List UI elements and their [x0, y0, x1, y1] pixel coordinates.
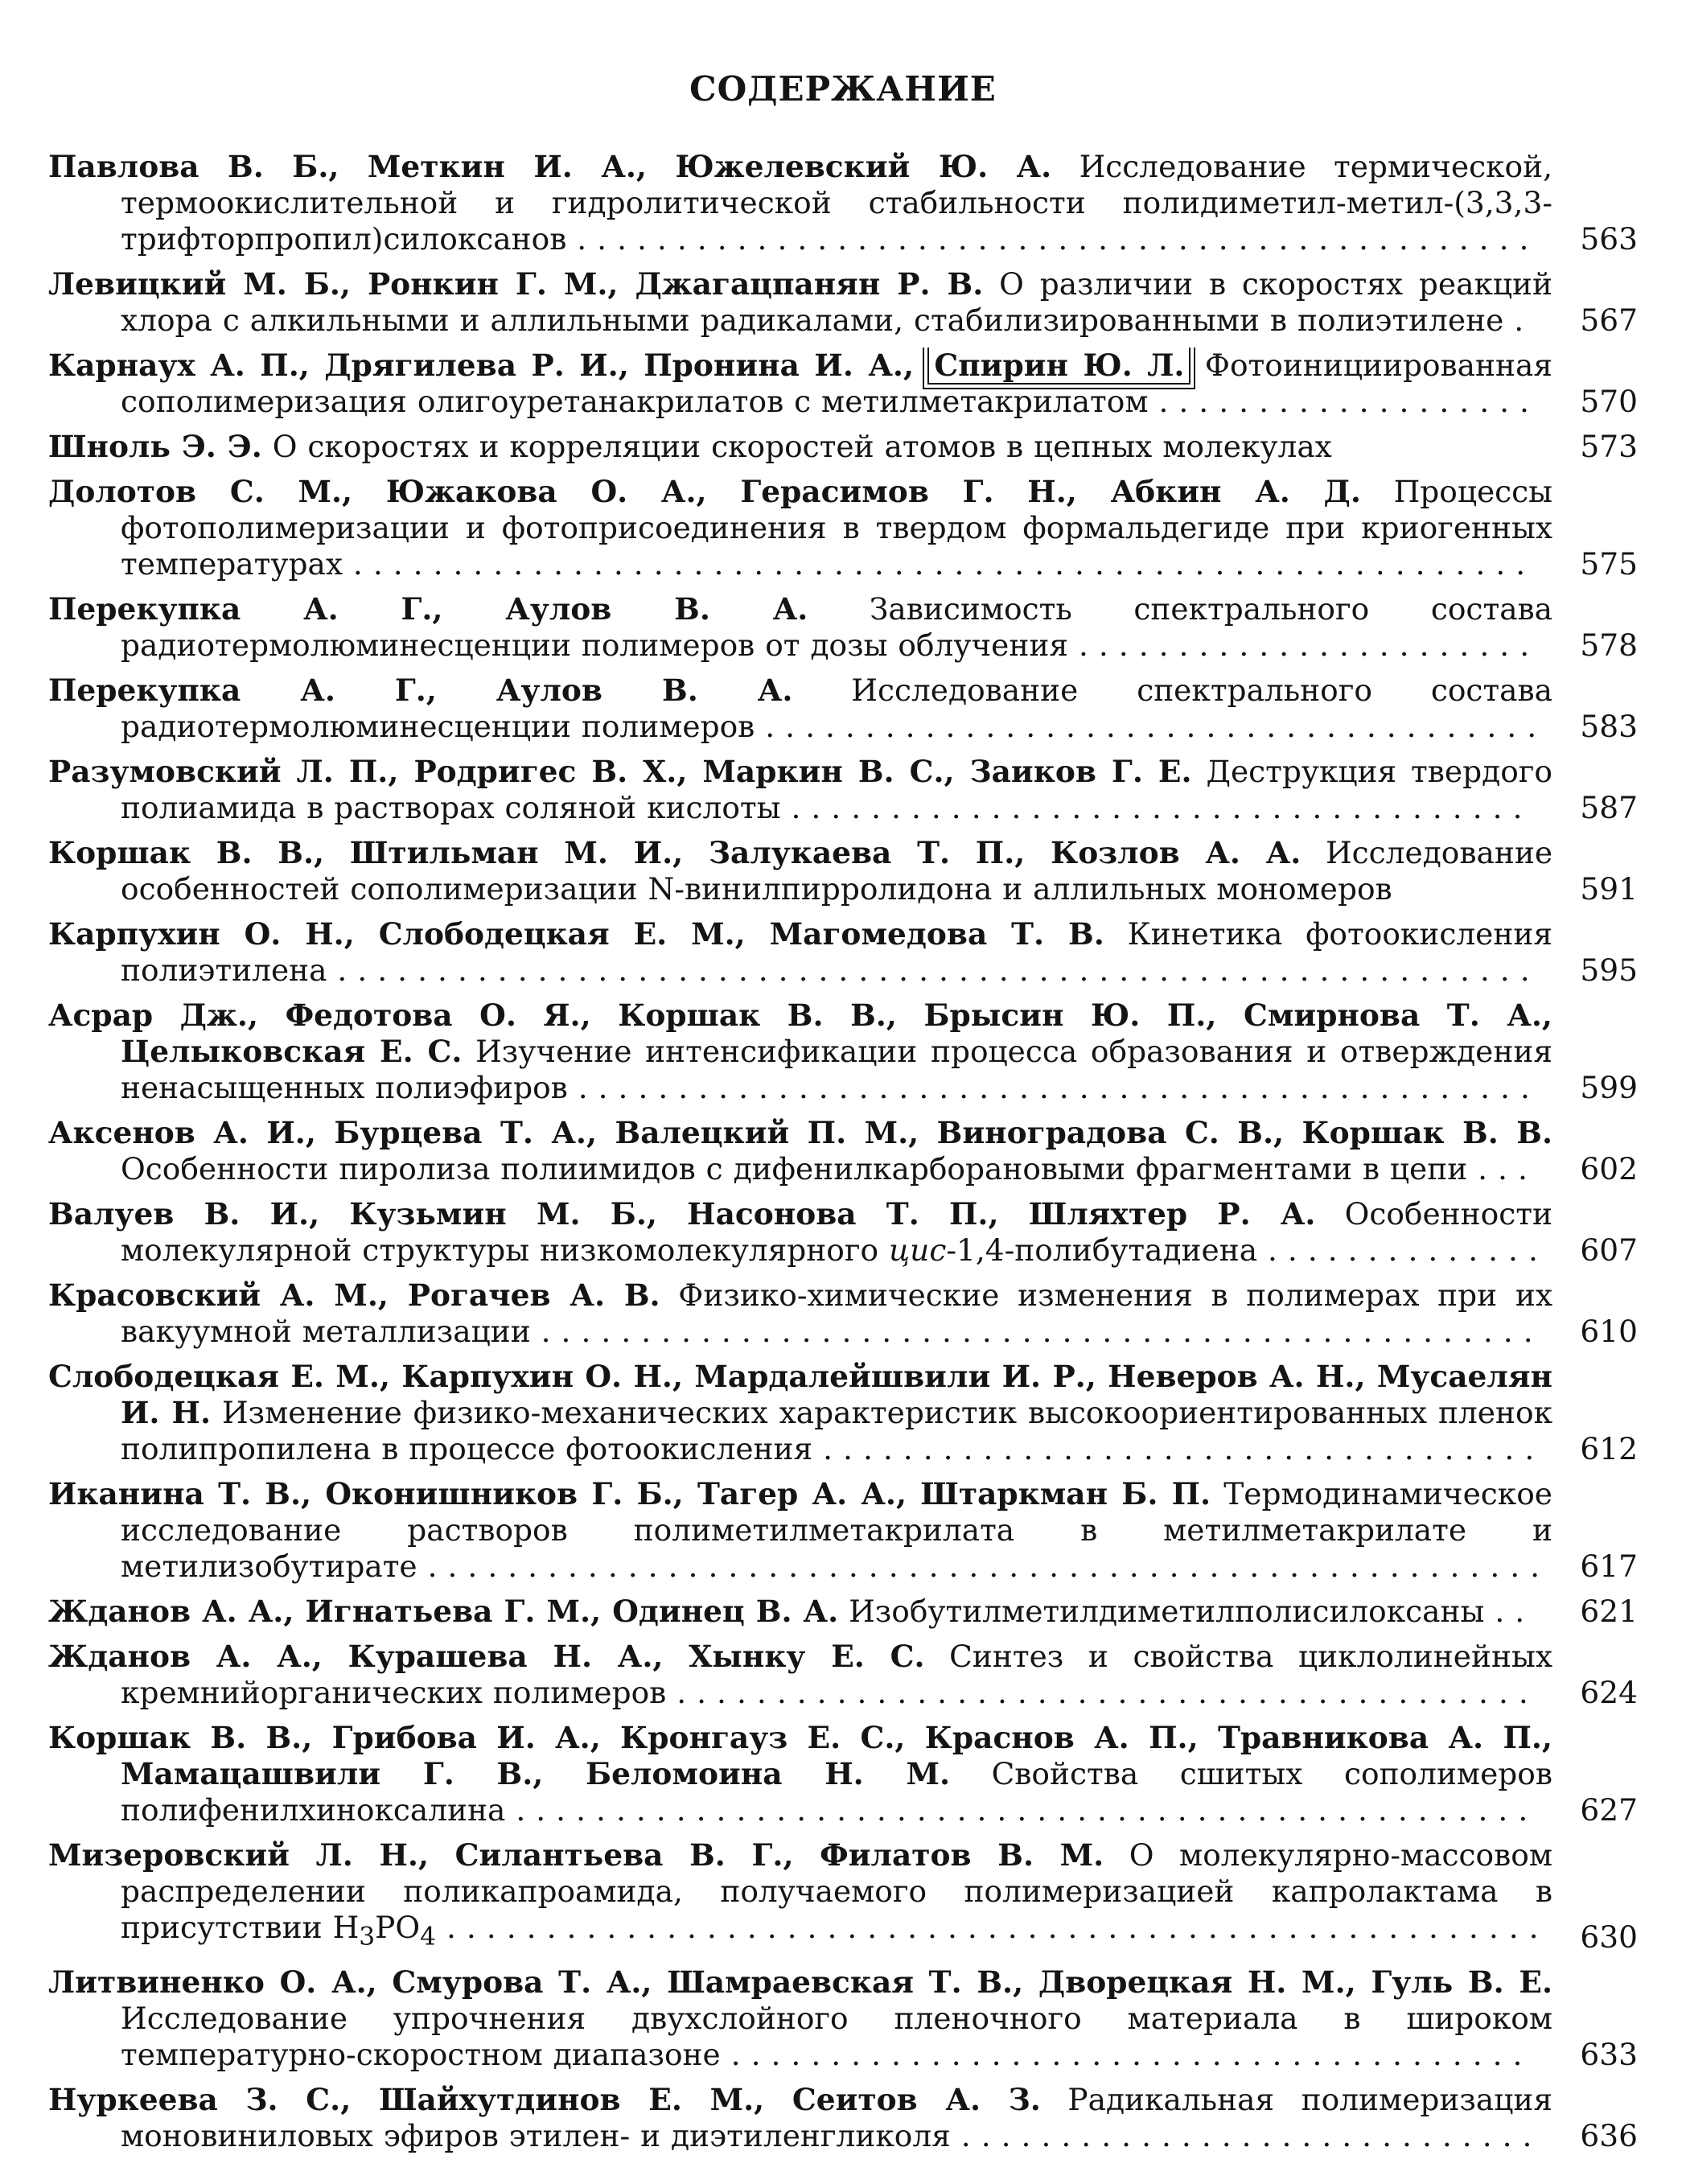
entry-page-number: 630	[1580, 1919, 1638, 1955]
entry-authors: Разумовский Л. П., Родригес В. Х., Маркин В. С., Заиков Г. Е.	[48, 754, 1192, 789]
dot-leader: ...................................................	[516, 1792, 1539, 1828]
dot-leader: .............................	[960, 2117, 1543, 2153]
entry-authors: Долотов С. М., Южакова О. А., Герасимов Г. Н., Абкин А. Д.	[48, 474, 1361, 509]
entry-authors: Шноль Э. Э.	[48, 429, 262, 464]
toc-entry	[48, 1964, 1638, 2073]
dot-leader: ........................................................	[427, 1549, 1551, 1584]
entry-authors: Коршак В. В., Грибова И. А., Кронгауз Е. С., Краснов А. П., Травникова А. П., Мамацашвили Г. В., Беломоина Н. М.	[48, 1720, 1552, 1791]
entry-authors: Жданов А. А., Курашева Н. А., Хынку Е. С.	[48, 1639, 925, 1674]
entry-page-number: 599	[1580, 1070, 1638, 1105]
toc-entry	[48, 1196, 1638, 1269]
entry-text	[48, 149, 1552, 257]
entry-title: Синтез и свойства циклолинейных кремнийорганических полимеров	[121, 1639, 1552, 1710]
entry-title: Физико-химические изменения в полимерах при их вакуумной металлизации	[121, 1277, 1552, 1349]
entry-authors: Асрар Дж., Федотова О. Я., Коршак В. В., Брысин Ю. П., Смирнова Т. А., Целыковская Е. С.	[48, 997, 1552, 1069]
entry-authors: Литвиненко О. А., Смурова Т. А., Шамраевская Т. В., Дворецкая Н. М., Гуль В. Е.	[48, 1964, 1552, 2000]
entry-title: О молекулярно-массовом распределении поликапроамида, получаемого полимеризацией капролактама в присутствии	[121, 1837, 1552, 1945]
entry-title: Термодинамическое исследование растворов полиметилметакрилата в метилметакрилате и метилизобутирате	[121, 1476, 1552, 1584]
boxed-author-name: Спирин Ю. Л.	[927, 348, 1190, 385]
entry-authors: Валуев В. И., Кузьмин М. Б., Насонова Т. П., Шляхтер Р. А.	[48, 1196, 1316, 1232]
page-title: СОДЕРЖАНИЕ	[689, 69, 997, 109]
entry-page-number: 633	[1580, 2036, 1638, 2072]
entry-text	[48, 1720, 1552, 1828]
entry-title: О различии в скоростях реакций хлора с алкильными и аллильными радикалами, стабилизированными в полиэтилене	[121, 266, 1552, 338]
entry-text	[48, 474, 1552, 582]
toc-entry	[48, 266, 1638, 339]
dot-leader: ................................................	[578, 1070, 1540, 1105]
entry-page-number: 607	[1580, 1232, 1638, 1268]
entry-page-number: 583	[1580, 709, 1638, 744]
entry-page-number: 563	[1580, 221, 1638, 257]
entry-text	[48, 672, 1552, 745]
entry-text	[48, 754, 1552, 826]
dot-leader: ...................	[1158, 384, 1540, 419]
toc-entry	[48, 591, 1638, 664]
entry-authors: Аксенов А. И., Бурцева Т. А., Валецкий П. М., Виноградова С. В., Коршак В. В.	[48, 1115, 1552, 1150]
entry-page-number: 567	[1580, 302, 1638, 338]
toc-entry	[48, 754, 1638, 826]
entry-title-italic: цис	[889, 1232, 947, 1268]
entry-authors: Красовский А. М., Рогачев А. В.	[48, 1277, 660, 1313]
entry-text	[48, 835, 1552, 907]
entry-authors: Карнаух А. П., Дрягилева Р. И., Пронина И. А.,	[48, 348, 915, 383]
dot-leader: ..............	[1268, 1232, 1548, 1268]
entry-authors: Жданов А. А., Игнатьева Г. М., Одинец В. А.	[48, 1594, 839, 1629]
entry-text	[48, 1837, 1552, 1956]
entry-text	[48, 1115, 1552, 1187]
entry-text	[48, 1594, 1552, 1630]
entry-title: Процессы фотополимеризации и фотоприсоединения в твердом формальдегиде при криогенных температурах	[121, 474, 1552, 582]
entry-page-number: 570	[1580, 384, 1638, 419]
entry-text	[48, 591, 1552, 664]
entry-text	[48, 1476, 1552, 1585]
entry-page-number: 617	[1580, 1549, 1638, 1584]
toc-entry	[48, 1639, 1638, 1711]
entry-text	[48, 1964, 1552, 2073]
entry-title: Кинетика фотоокисления полиэтилена	[121, 916, 1552, 988]
toc-entry	[48, 916, 1638, 989]
entry-authors: Слободецкая Е. М., Карпухин О. Н., Мардалейшвили И. Р., Неверов А. Н., Мусаелян И. Н.	[48, 1359, 1552, 1430]
dot-leader: ...........................................	[676, 1675, 1539, 1710]
toc-entry	[48, 348, 1638, 420]
entry-title-rest: -1,4-полибутадиена	[946, 1232, 1258, 1268]
entry-authors: Павлова В. Б., Меткин И. А., Южелевский Ю. А.	[48, 149, 1052, 184]
entry-page-number: 591	[1580, 871, 1638, 907]
entry-text	[48, 1639, 1552, 1711]
entry-text	[48, 1277, 1552, 1350]
entry-page-number: 636	[1580, 2117, 1638, 2153]
toc-entries	[48, 149, 1638, 2163]
entry-authors: Перекупка А. Г., Аулов В. А.	[48, 672, 793, 708]
entry-title: Исследование упрочнения двухслойного пленочного материала в широком температурно-скоростном диапазоне	[121, 2000, 1552, 2072]
entry-title: Радикальная полимеризация моновиниловых эфиров этилен- и диэтиленгликоля	[121, 2081, 1552, 2153]
toc-entry	[48, 474, 1638, 582]
toc-entry	[48, 1720, 1638, 1828]
entry-text	[48, 997, 1552, 1106]
entry-title: Исследование особенностей сополимеризации N-винилпирролидона и аллильных мономеров	[121, 835, 1552, 907]
entry-title: О скоростях и корреляции скоростей атомов в цепных молекулах	[272, 429, 1332, 464]
toc-entry	[48, 1277, 1638, 1350]
dot-leader: .......................................	[765, 709, 1548, 744]
entry-title: Изменение физико-механических характеристик высокоориентированных пленок полипропилена в процессе фотоокисления	[121, 1395, 1552, 1466]
entry-authors: Левицкий М. Б., Ронкин Г. М., Джагацпанян Р. В.	[48, 266, 984, 302]
entry-authors: Перекупка А. Г., Аулов В. А.	[48, 591, 808, 627]
dot-leader: .......................	[1078, 627, 1540, 663]
toc-entry	[48, 2082, 1638, 2154]
toc-entry	[48, 997, 1638, 1106]
entry-page-number: 573	[1580, 429, 1638, 464]
entry-text	[48, 429, 1552, 465]
dot-leader: ................................................	[577, 221, 1540, 257]
dot-leader: ...........................................................	[352, 546, 1536, 582]
toc-entry	[48, 1476, 1638, 1585]
entry-text	[48, 1359, 1552, 1467]
chemical-formula: $H_3PO_4$	[332, 1910, 437, 1952]
entry-page-number: 610	[1580, 1314, 1638, 1349]
toc-entry	[48, 1115, 1638, 1187]
entry-title: Деструкция твердого полиамида в растворах соляной кислоты	[121, 754, 1552, 825]
entry-page-number: 624	[1580, 1675, 1638, 1710]
entry-page-number: 575	[1580, 546, 1638, 582]
entry-authors: Иканина Т. В., Оконишников Г. Б., Тагер А. А., Штаркман Б. П.	[48, 1476, 1211, 1512]
entry-page-number: 612	[1580, 1431, 1638, 1466]
entry-title: Особенности пиролиза полиимидов с дифенилкарборановыми фрагментами в цепи	[121, 1151, 1468, 1187]
entry-title: Свойства сшитых сополимеров полифенилхиноксалина	[121, 1756, 1552, 1828]
dot-leader: ....................................	[823, 1431, 1545, 1466]
dot-leader: ..	[1495, 1594, 1536, 1629]
entry-authors: Коршак В. В., Штильман М. И., Залукаева Т. П., Козлов А. А.	[48, 835, 1302, 870]
entry-page-number: 621	[1580, 1594, 1638, 1629]
toc-entry	[48, 1837, 1638, 1956]
toc-entry	[48, 149, 1638, 257]
entry-title: Изобутилметилдиметилполисилоксаны	[849, 1594, 1485, 1629]
dot-leader: ...	[1478, 1151, 1538, 1187]
dot-leader: ........................................	[730, 2036, 1533, 2072]
entry-title: Исследование спектрального состава радиотермолюминесценции полимеров	[121, 672, 1552, 744]
dot-leader: .....................................	[791, 790, 1533, 825]
toc-entry	[48, 1594, 1638, 1630]
toc-entry	[48, 1359, 1638, 1467]
dot-leader: ..................................................	[541, 1314, 1544, 1349]
entry-title: Исследование термической, термоокислительной и гидролитической стабильности полидиметил-метил-(3,3,3-трифторпропил)силоксанов	[121, 149, 1552, 257]
entry-title: Фотоинициированная сополимеризация олигоуретанакрилатов с метилметакрилатом	[121, 348, 1552, 419]
entry-text	[48, 1196, 1552, 1269]
entry-authors: Мизеровский Л. Н., Силантьева В. Г., Филатов В. М.	[48, 1837, 1104, 1873]
toc-entry	[48, 429, 1638, 465]
entry-title: Зависимость спектрального состава радиотермолюминесценции полимеров от дозы облучения	[121, 591, 1552, 663]
entry-text	[48, 2082, 1552, 2154]
entry-page-number: 595	[1580, 952, 1638, 988]
entry-title: Особенности молекулярной структуры низкомолекулярного	[121, 1196, 1552, 1268]
dot-leader: .......................................................	[446, 1910, 1549, 1945]
entry-text	[48, 266, 1552, 339]
entry-page-number: 627	[1580, 1792, 1638, 1828]
entry-authors: Карпухин О. Н., Слободецкая Е. М., Магомедова Т. В.	[48, 916, 1104, 952]
entry-title: Изучение интенсификации процесса образования и отверждения ненасыщенных полиэфиров	[121, 1034, 1552, 1105]
entry-page-number: 602	[1580, 1151, 1638, 1187]
dot-leader: ............................................................	[337, 952, 1540, 988]
toc-page	[48, 0, 1638, 2184]
entry-page-number: 578	[1580, 627, 1638, 663]
toc-entry	[48, 835, 1638, 907]
entry-authors: Нуркеева З. С., Шайхутдинов Е. М., Сеитов А. З.	[48, 2081, 1041, 2117]
entry-page-number: 587	[1580, 790, 1638, 825]
toc-entry	[48, 672, 1638, 745]
dot-leader: .	[1514, 302, 1535, 338]
entry-text	[48, 916, 1552, 989]
entry-text	[48, 348, 1552, 420]
